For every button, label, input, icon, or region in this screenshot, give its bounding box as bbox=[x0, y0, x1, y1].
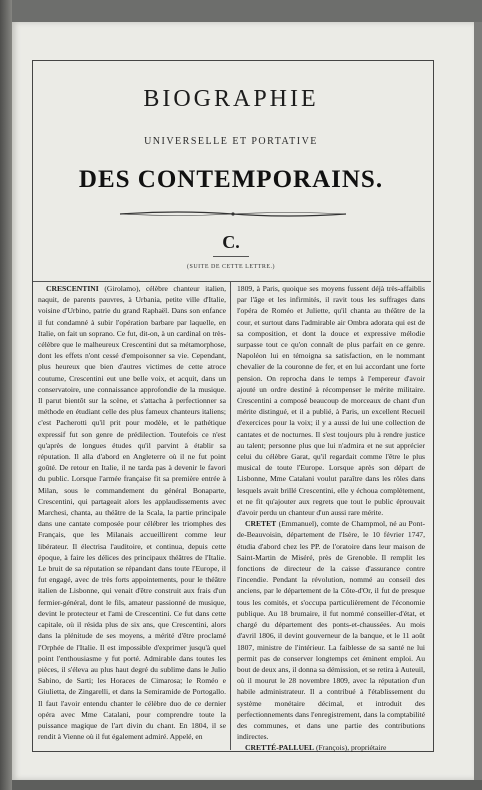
entry-text-continued: 1809, à Paris, quoique ses moyens fussent déjà très-affaiblis par l'âge et les infirmités, il ravit tous les suffrages dans l'opéra de Roméo et Juliette, qu'il chanta au théâtre de la cour, et surtout dans l'admirable air Ombra adorata qui est de sa composition, et dont la douce et expressive mélodie surpasse tout ce qu'on connaît de plus parfait en ce genre. Napoléon lui en témoigna sa satisfaction, en le nommant chevalier de la couronne de fer, et en lui accordant une forte pension. On reprocha dans le temps à l'empereur d'avoir ajouté un ordre destiné à récompenser le mérite militaire. Crescentini a composé beaucoup de morceaux de chant d'un mérite distingué, et il a publié, à Paris, un excellent Recueil d'exercices pour la voix; il y a aussi de lui une collection de cantates et de nocturnes. Il s'est toujours plu à rendre justice au talent; personne plus que lui n'admira et ne sut apprécier celui du célèbre Garat, qu'il regardait comme l'être le plus musical de toute l'Europe. Lorsque après son départ de Lisbonne, Mme Catalani voulut paraître dans les rôles dans lesquels avait brillé Crescentini, elle y échoua complètement, et ne fit qu'ajouter aux regrets que tout le public éprouvait d'avoir perdu un chanteur d'un aussi rare mérite. bbox=[237, 284, 425, 518]
background-top bbox=[12, 0, 482, 22]
entry3-firstname: (François) bbox=[315, 743, 348, 753]
entry-firstname: (Girolamo) bbox=[104, 284, 139, 293]
entry3-text: , propriétaire bbox=[347, 743, 387, 753]
letter-rule bbox=[213, 256, 249, 257]
entry-crescentini bbox=[38, 283, 226, 742]
title-subtitle: UNIVERSELLE ET PORTATIVE bbox=[144, 136, 318, 147]
right-column bbox=[237, 283, 425, 753]
entry2-text: , comte de Champmol, né au Pont-de-Beauvoisin, département de l'Isère, le 10 février 1747, étudia d'abord chez les PP. de l'oratoire dans leur maison de Saint-Martin de Miséré, près de Grenoble. Il remplit les fonctions de directeur de la caisse d'assurance contre l'incendie. Pendant la révolution, nommé au conseil des anciens, par le département de la Côte-d'Or, il fut de presque tous les comités, et s'occupa particulièrement de l'économie publique. Au 18 brumaire, il fut nommé conseiller-d'état, et chargé du département des ponts-et-chaussées. Au mois d'avril 1806, il devint gouverneur de la banque, et le 11 août 1807, ministre de l'intérieur. La faiblesse de sa santé ne lui permit pas de conserver longtemps cet éminent emploi. Au bout de deux ans, il donna sa démission, et se retira à Auteuil, où il mourut le 28 novembre 1809, avec la réputation d'un habile administrateur. Il a contribué à l'établissement du système monétaire décimal, et introduit des perfectionnements dans l'enregistrement, dans la comptabilité des communes, et dans une partie des contributions indirectes. bbox=[237, 519, 425, 742]
entry-crescentini-cont bbox=[237, 283, 425, 518]
entry-name: CRESCENTINI bbox=[46, 284, 99, 293]
entry-cretet bbox=[237, 518, 425, 742]
section-letter: C. bbox=[222, 232, 240, 252]
title-contemporains: DES CONTEMPORAINS. bbox=[78, 166, 384, 193]
entry-text: , célèbre chanteur italien, naquit, de parents pauvres, à Urbania, petite ville d'Italie, voisine d'Urbino, patrie du grand Raphaël. Dans son enfance il fut condamné à subir l'opération barbare par laquelle, en Italie, on fait un soprano. Ce fut, dit-on, à un cardinal on très-célèbre que le malheureux Crescentini dut sa métamorphose, dont les effets n'ont cessé d'empoisonner sa vie. Cependant, plus heureux que bien d'autres victimes de cette atroce coutume, Crescentini eut une belle voix, et acquit, dans un conservatoire, une connaissance approfondie de la musique. Il parut bientôt sur la scène, et s'attacha à perfectionner sa méthode en étudiant celle des plus fameux chanteurs italiens; c'est Pacherotti qu'il prit pour modèle, et le pathétique expressif fut son genre de prédilection. Toutefois ce n'est qu'après de longues études qu'il parvint à établir sa réputation. Il alla d'abord en Angleterre où il ne fut point goûté. De retour en Italie, il ne tarda pas à devenir le favori du public. Lorsque l'armée française fit sa première entrée à Milan, sous le commandement du général Bonaparte, Crescentini, qui partageait alors les applaudissements avec Marchesi, chanta, au théâtre de la Scala, la partie principale dans une cantate composée pour célébrer les triomphes des Français, que les Milanais accueillirent comme leur libérateur. Il électrisa l'auditoire, et continua, depuis cette époque, à faire les délices des principaux théâtres de l'Italie. Le bruit de sa réputation se répandant dans toute l'Europe, il fut engagé, avec de très forts appointements, pour le théâtre italien de Lisbonne, qui venait d'être construit aux frais d'un fermier-général, dont le fils, amateur passionné de musique, devint le protecteur et l'ami de Crescentini. Ce fut dans cette capitale, où il résida plus de six ans, que Crescentini, alors dans la plénitude de ses moyens, a mérité d'être proclamé l'Orphée de l'Italie. Il est impossible d'exprimer jusqu'à quel point l'enthousiasme y fut porté. Admirable dans toutes les pièces, il s'éleva au plus haut degré du sublime dans le Julio Sabino, de Sarti; les Horaces de Cimarosa; le Roméo e Giulietta, de Zingarelli, et dans la Semiramide de Portogallo. Il faut l'avoir entendu chanter le célèbre duo de ce dernier opéra avec Mme Catalani, pour comprendre toute la puissance magique de l'art divin du chant. En 1804, il se rendit à Vienne où il fut également admiré. Appelé, en bbox=[38, 284, 226, 742]
entry2-name: CRETET bbox=[245, 519, 277, 529]
background-bottom bbox=[12, 780, 482, 790]
entry2-firstname: (Emmanuel) bbox=[278, 519, 317, 529]
title-biographie: BIOGRAPHIE bbox=[143, 86, 319, 112]
left-column bbox=[38, 283, 226, 742]
entry-crette-palluel bbox=[237, 742, 425, 753]
entry3-name: CRETTÉ-PALLUEL bbox=[245, 743, 315, 753]
ornament-rule-icon bbox=[118, 208, 348, 220]
column-divider bbox=[230, 282, 231, 750]
suite-note: (SUITE DE CETTE LETTRE.) bbox=[187, 264, 275, 270]
column-top-rule bbox=[33, 281, 431, 282]
